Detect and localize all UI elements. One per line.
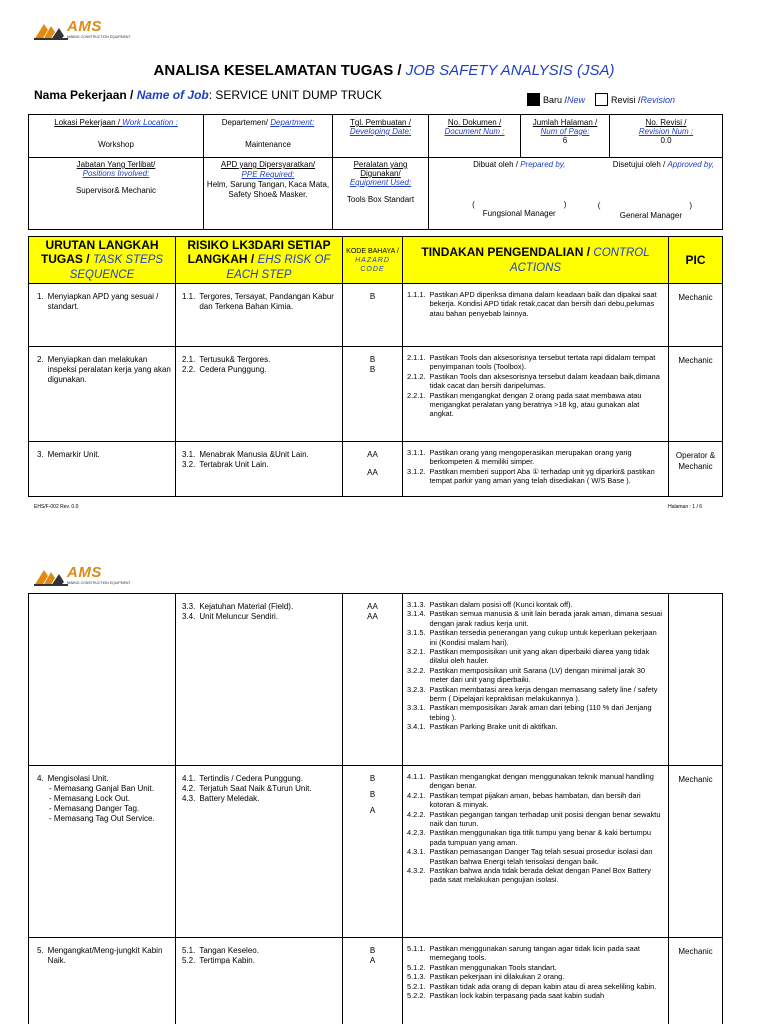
col3-label: KODE BAHAYA / — [346, 247, 399, 255]
revisi-label-en: Revision — [640, 94, 676, 105]
risk-text: Tertindis / Cedera Punggung. — [199, 774, 303, 783]
table-row — [29, 347, 723, 442]
risk-number: 5.1. — [182, 946, 196, 955]
dept-label-en: Department: — [270, 118, 315, 127]
dept-cell — [204, 115, 333, 158]
jsa-table-page1 — [28, 236, 723, 497]
jabatan-label: Jabatan Yang Terlibat/ — [76, 160, 156, 169]
rev-cell — [610, 115, 723, 158]
apd-label-en-2: Required: — [259, 170, 295, 179]
control-text: Pastikan semua manusia & unit lain berada jarak aman, dimana sesuai dengan jarak radius kerja unit. — [429, 609, 663, 628]
risk-text: Tertusuk& Tergores. — [199, 355, 271, 364]
risk-cell — [176, 766, 343, 938]
apd-label: APD yang Dipersyaratkan/ — [220, 160, 316, 169]
col4-label: TINDAKAN PENGENDALIAN / — [421, 245, 594, 259]
control-cell — [403, 442, 669, 497]
logo-mark-icon — [34, 20, 68, 40]
revisi-checkbox[interactable] — [595, 93, 608, 106]
substep-item: - Memasang Lock Out. — [49, 794, 130, 803]
step-cell — [29, 442, 176, 497]
pic-value: Mechanic — [678, 293, 713, 302]
step-cell — [29, 938, 176, 1024]
lokasi-label: Lokasi Pekerjaan / — [54, 118, 123, 127]
control-number: 3.4.1. — [407, 722, 426, 732]
jsa-table-page2 — [28, 593, 723, 1024]
pic-cell — [669, 938, 723, 1024]
control-number: 5.2.1. — [407, 981, 426, 991]
apd-value: Helm, Sarung Tangan, Kaca Mata, Safety Shoe& Masker. — [206, 180, 330, 199]
hazard-code: A — [369, 806, 376, 815]
hal-cell — [521, 115, 610, 158]
ams-logo — [34, 18, 131, 40]
risk-cell — [176, 442, 343, 497]
control-text: Pastikan pegangan tangan terhadap unit posisi dengan benar sewaktu naik dan turun. — [429, 809, 661, 829]
pic-cell — [669, 442, 723, 497]
control-text: Pastikan mengangkat dengan menggunakan teknik manual handling dengan benar. — [429, 772, 654, 791]
control-cell — [403, 938, 669, 1024]
risk-text: Cedera Punggung. — [199, 365, 267, 374]
pic-cell — [669, 347, 723, 442]
risk-text: Tergores, Tersayat, Pandangan Kabur dan Terkena Bahan Kimia. — [199, 292, 334, 311]
step-cell — [29, 284, 176, 347]
col2-label-en: EHS RISK OF EACH STEP — [226, 254, 331, 281]
hazard-code: B — [369, 365, 376, 374]
pic-value: Mechanic — [678, 356, 713, 365]
risk-number: 3.3. — [182, 602, 196, 611]
step-cell — [29, 347, 176, 442]
control-cell — [403, 766, 669, 938]
dok-label: No. Dokumen / — [447, 118, 502, 127]
table-row — [29, 766, 723, 938]
lokasi-cell — [29, 115, 204, 158]
hazard-code-cell — [343, 766, 403, 938]
logo-mark-icon — [34, 566, 68, 586]
hazard-code: A — [369, 956, 376, 965]
control-text: Pastikan dalam posisi off (Kunci kontak off). — [429, 600, 573, 609]
control-number: 4.3.2. — [407, 866, 426, 876]
control-text: Pastikan mengangkat dengan 2 orang pada saat membawa atau mengangkat peralatan yang beratnya >18 kg, atau gunakan alat angkat. — [429, 390, 642, 419]
control-number: 2.1.2. — [407, 371, 426, 381]
title-en: JOB SAFETY ANALYSIS (JSA) — [405, 62, 615, 79]
control-cell — [403, 284, 669, 347]
control-text: Pastikan memberi support Aba ① terhadap unit yg diparkir& pastikan tempat parkir yang aman yang telah disediakan ( W/S Base ). — [429, 466, 655, 486]
tgl-cell — [333, 115, 429, 158]
risk-text: Menabrak Manusia &Unit Lain. — [199, 450, 309, 459]
step-number: 2. — [37, 355, 44, 364]
job-label-en: Name of Job — [136, 88, 209, 102]
control-number: 4.1.1. — [407, 772, 426, 781]
control-text: Pastikan memposisikan Jarak aman dari tebing (110 % dari Jenjang tebing ). — [429, 703, 652, 722]
control-number: 5.1.2. — [407, 962, 426, 972]
logo-tagline: MINING CONSTRUCTION EQUIPMENT — [67, 581, 131, 585]
tgl-label: Tgl. Pembuatan / — [350, 118, 411, 127]
hazard-code: B — [369, 774, 376, 783]
control-text: Pastikan tersedia penerangan yang cukup untuk keperluan pekerjaan ini (Kondisi malam hari). — [429, 628, 657, 647]
step-number: 1. — [37, 292, 44, 301]
control-cell — [403, 594, 669, 766]
hazard-code-cell — [343, 594, 403, 766]
risk-number: 3.4. — [182, 612, 196, 621]
dok-cell — [429, 115, 521, 158]
control-number: 3.1.1. — [407, 448, 426, 457]
prepared-label: Dibuat oleh / — [473, 160, 521, 169]
risk-cell — [176, 594, 343, 766]
col-header-code — [343, 237, 403, 284]
control-text: Pastikan menggunakan sarung tangan agar tidak licin pada saat memegang tools. — [429, 944, 640, 963]
pic-value: Operator & Mechanic — [675, 451, 716, 471]
control-number: 4.2.2. — [407, 809, 426, 819]
control-number: 3.2.3. — [407, 684, 426, 694]
lokasi-value: Workshop — [98, 140, 134, 149]
control-number: 1.1.1. — [407, 290, 426, 299]
hazard-code-cell — [343, 938, 403, 1024]
risk-cell — [176, 347, 343, 442]
tgl-label-en: Developing Date: — [349, 127, 412, 136]
apd-label-en: PPE — [241, 170, 258, 179]
step-text: Menyiapkan dan melakukan inspeksi peralatan kerja yang akan digunakan. — [47, 355, 171, 384]
logo-brand: AMS — [67, 18, 102, 35]
col1-label-en: TASK STEPS SEQUENCE — [69, 254, 164, 281]
alat-cell — [333, 158, 429, 230]
risk-text: Kejatuhan Material (Field). — [199, 602, 294, 611]
col4-label-en: CONTROL ACTIONS — [509, 247, 650, 274]
hazard-code: AA — [367, 468, 378, 477]
approved-by-cell — [597, 158, 723, 230]
table-row — [29, 594, 723, 766]
pic-value: Mechanic — [678, 775, 713, 784]
control-text: Pastikan orang yang mengoperasikan merupakan orang yang berkompeten & memiliki simper. — [429, 448, 632, 467]
footer-page-number: Halaman : 1 / 6 — [668, 504, 702, 510]
pic-cell — [669, 594, 723, 766]
col-header-risk — [176, 237, 343, 284]
prepared-by-cell — [429, 158, 610, 230]
pic-value: Mechanic — [678, 947, 713, 956]
control-text: Pastikan pekerjaan ini dilakukan 2 orang. — [429, 972, 565, 982]
risk-number: 1.1. — [182, 292, 196, 301]
step-cell — [29, 594, 176, 766]
footer-form-code: EHS/F-002 Rev. 0.0 — [34, 504, 79, 510]
step-number: 3. — [37, 450, 44, 459]
hazard-code-cell — [343, 347, 403, 442]
jabatan-value: Supervisor& Mechanic — [75, 186, 157, 195]
baru-label-en: New — [567, 94, 586, 105]
control-text: Pastikan memposisikan unit yang akan diperbaiki diarea yang tidak dilalui oleh hauler. — [429, 647, 650, 666]
control-text: Pastikan Parking Brake unit di aktifkan. — [429, 722, 558, 732]
hazard-code: B — [369, 790, 376, 799]
risk-number: 3.1. — [182, 450, 196, 459]
step-number: 4. — [37, 774, 44, 783]
rev-label: No. Revisi / — [645, 118, 687, 127]
control-cell — [403, 347, 669, 442]
control-number: 4.2.3. — [407, 828, 426, 838]
risk-number: 4.1. — [182, 774, 196, 783]
hal-label-en: Num of Page: — [540, 127, 590, 136]
control-number: 4.2.1. — [407, 790, 426, 800]
risk-text: Unit Meluncur Sendiri. — [199, 612, 279, 621]
dok-label-en: Document Num : — [444, 127, 505, 136]
approved-label-en: Approved by, — [667, 160, 714, 169]
baru-checkbox[interactable] — [527, 93, 540, 106]
prepared-signature: ( ) — [472, 200, 567, 209]
jabatan-cell — [29, 158, 204, 230]
jabatan-label-en: Positions Involved: — [82, 169, 150, 178]
dept-label: Departemen/ — [221, 118, 271, 127]
approved-role: General Manager — [619, 211, 682, 220]
control-number: 3.1.2. — [407, 466, 426, 476]
hazard-code: AA — [367, 602, 378, 611]
risk-number: 2.1. — [182, 355, 196, 364]
control-number: 3.3.1. — [407, 703, 426, 713]
substep-item: - Memasang Tag Out Service. — [49, 814, 155, 823]
control-text: Pastikan bahwa anda tidak berada dekat dengan Panel Box Battery pada saat melakukan pengujian isolasi. — [429, 866, 651, 885]
job-value: : SERVICE UNIT DUMP TRUCK — [208, 88, 382, 102]
job-label: Nama Pekerjaan / — [34, 88, 137, 102]
step-cell — [29, 766, 176, 938]
hazard-code: AA — [367, 612, 378, 621]
control-text: Pastikan membatasi area kerja dengan memasang safety line / safety berm ( Dipelajari kepraktisan melakukannya ). — [429, 684, 658, 704]
risk-cell — [176, 938, 343, 1024]
rev-value: 0.0 — [660, 136, 672, 145]
col-header-control — [403, 237, 669, 284]
control-text: Pastikan menggunakan Tools standart. — [429, 962, 557, 972]
page-2 — [0, 560, 768, 1024]
logo-tagline: MINING CONSTRUCTION EQUIPMENT — [67, 35, 131, 39]
risk-number: 4.2. — [182, 784, 196, 793]
baru-label: Baru / — [543, 94, 568, 105]
control-number: 3.2.1. — [407, 647, 426, 657]
title-id: ANALISA KESELAMATAN TUGAS / — [153, 62, 406, 79]
control-number: 2.2.1. — [407, 390, 426, 400]
risk-text: Terjatuh Saat Naik &Turun Unit. — [199, 784, 312, 793]
step-text: Mengangkat/Meng-jungkit Kabin Naik. — [47, 946, 163, 965]
hal-value: 6 — [562, 136, 568, 145]
rev-label-en: Revision Num : — [638, 127, 694, 136]
col2-label: RISIKO LK3DARI SETIAP LANGKAH / — [187, 238, 331, 266]
lokasi-label-en: Work Location : — [122, 118, 178, 127]
table-row — [29, 938, 723, 1024]
header-table — [28, 114, 723, 230]
control-text: Pastikan menggunakan tiga titik tumpu yang benar & kaki bertumpu pada tumpuan yang aman. — [429, 828, 651, 847]
prepared-label-en: Prepared by, — [520, 160, 566, 169]
control-text: Pastikan lock kabin terpasang pada saat kabin sudah — [429, 991, 605, 1001]
control-text: Pastikan APD diperiksa dimana dalam keadaan baik dan dipakai saat bekerja. Kondisi APD tidak retak,cacat dan bersih dari debu,pelumas atau bahan penyebab lainnya. — [429, 290, 657, 318]
alat-label: Peralatan yang Digunakan/ — [353, 160, 408, 178]
step-text: Menyiapkan APD yang sesuai / standart. — [47, 292, 159, 311]
risk-cell — [176, 284, 343, 347]
risk-text: Battery Meledak. — [199, 794, 260, 803]
approved-signature: ( ) — [597, 201, 692, 210]
alat-label-en: Equipment Used: — [349, 178, 412, 187]
table-row — [29, 284, 723, 347]
col1-label: URUTAN LANGKAH TUGAS / — [40, 238, 159, 266]
revision-checkboxes — [527, 93, 675, 106]
control-number: 5.1.3. — [407, 972, 426, 982]
hal-label: Jumlah Halaman / — [532, 118, 598, 127]
hazard-code: B — [369, 355, 376, 364]
control-number: 3.1.5. — [407, 628, 426, 638]
pic-cell — [669, 766, 723, 938]
job-name — [34, 88, 382, 102]
risk-text: Tertimpa Kabin. — [199, 956, 255, 965]
hazard-code-cell — [343, 284, 403, 347]
risk-number: 3.2. — [182, 460, 196, 469]
alat-value: Tools Box Standart — [346, 195, 415, 204]
substep-item: - Memasang Ganjal Ban Unit. — [49, 784, 154, 793]
hazard-code: AA — [367, 450, 378, 459]
substep-item: - Memasang Danger Tag. — [49, 804, 140, 813]
control-number: 3.1.4. — [407, 609, 426, 619]
hazard-code: B — [369, 946, 376, 955]
control-text: Pastikan Tools dan aksesorisnya tersebut tertata rapi didalam tempat penyimpanan tools (Toolbox). — [429, 353, 656, 372]
control-number: 5.2.2. — [407, 991, 426, 1001]
control-text: Pastikan pemasangan Danger Tag telah sesuai prosedur isolasi dan Pastikan bahwa Energi telah terisolasi dengan baik. — [429, 847, 653, 866]
risk-text: Tangan Keseleo. — [199, 946, 259, 955]
approved-label: Disetujui oleh / — [612, 160, 668, 169]
revisi-label: Revisi / — [611, 94, 641, 105]
control-text: Pastikan Tools dan aksesorisnya tersebut dalam keadaan baik,dimana tidak cacat dan bersih daripelumas. — [429, 371, 660, 391]
apd-cell — [204, 158, 333, 230]
risk-number: 5.2. — [182, 956, 196, 965]
risk-number: 2.2. — [182, 365, 196, 374]
step-text: Memarkir Unit. — [47, 450, 100, 459]
control-text: Pastikan tidak ada orang di depan kabin atau di area sekeliling kabin. — [429, 981, 657, 991]
control-number: 5.1.1. — [407, 944, 426, 953]
control-number: 3.1.3. — [407, 600, 426, 609]
col-header-steps — [29, 237, 176, 284]
doc-title — [0, 62, 768, 79]
control-number: 3.2.2. — [407, 665, 426, 675]
col-header-pic: PIC — [669, 237, 723, 284]
table-row — [29, 442, 723, 497]
control-number: 4.3.1. — [407, 847, 426, 857]
step-text: Mengisolasi Unit. — [47, 774, 109, 783]
control-text: Pastikan tempat pijakan aman, bebas hambatan, dan bersih dari kotoran & minyak. — [429, 790, 641, 810]
risk-number: 4.3. — [182, 794, 196, 803]
risk-text: Tertabrak Unit Lain. — [199, 460, 269, 469]
hazard-code-cell — [343, 442, 403, 497]
logo-brand: AMS — [67, 564, 102, 581]
step-number: 5. — [37, 946, 44, 955]
hazard-code: B — [369, 292, 376, 301]
control-text: Pastikan memposisikan unit Sarana (LV) dengan minimal jarak 30 meter dari unit yang diperbaiki. — [429, 665, 646, 685]
col3-label-en: HAZARD CODE — [355, 256, 390, 273]
pic-cell — [669, 284, 723, 347]
ams-logo-page2 — [34, 564, 131, 586]
prepared-role: Fungsional Manager — [482, 209, 556, 218]
dept-value: Maintenance — [245, 140, 291, 149]
control-number: 2.1.1. — [407, 353, 426, 362]
